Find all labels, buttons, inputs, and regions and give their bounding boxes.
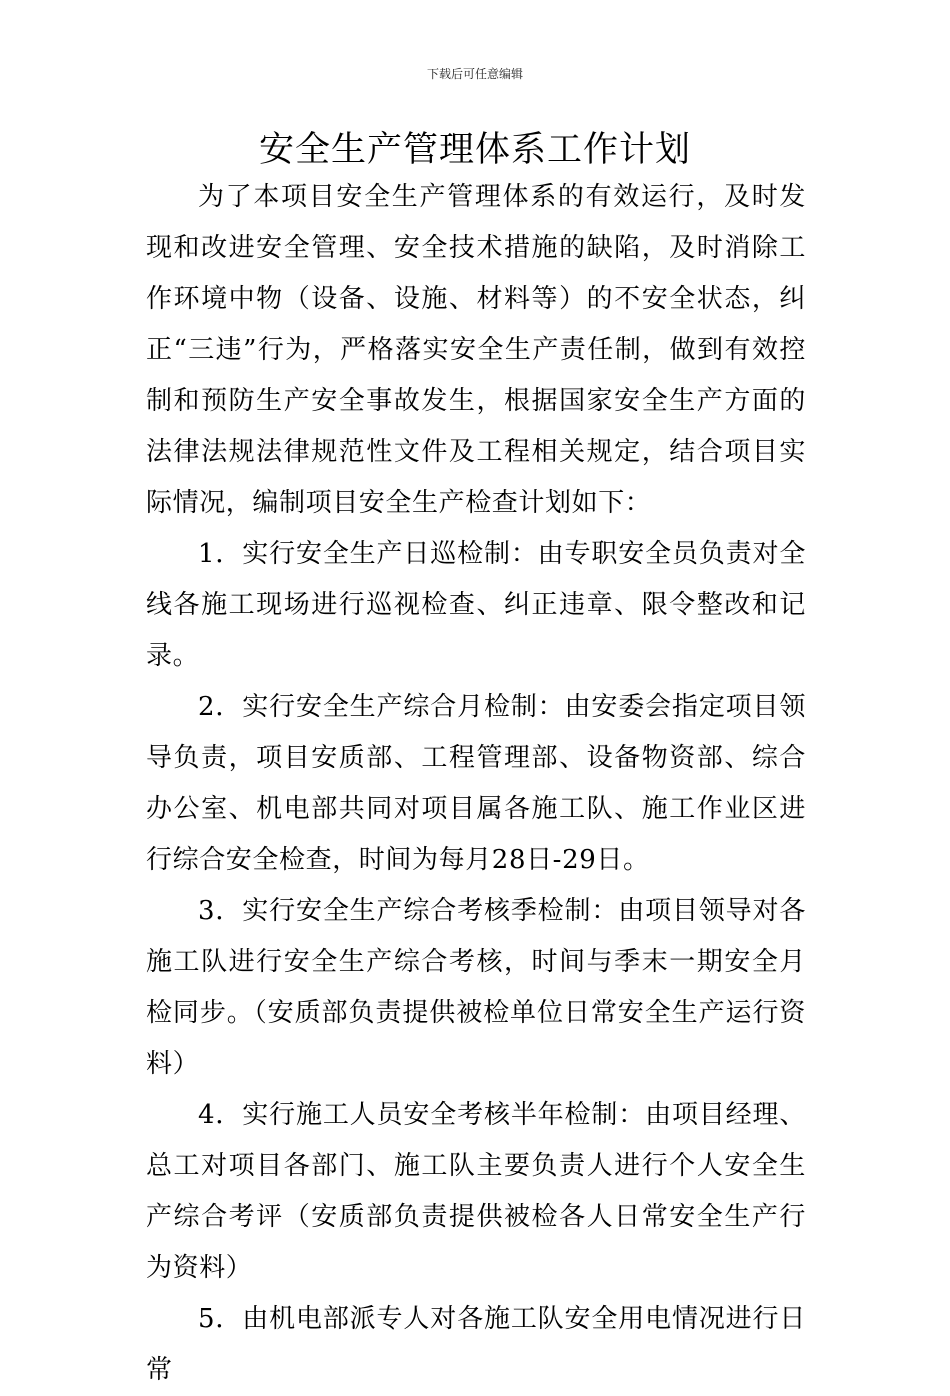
item-4-paragraph: 4．实行施工人员安全考核半年检制：由项目经理、总工对项目各部门、施工队主要负责人进行个人安全生产综合考评（安质部负责提供被检各人日常安全生产行为资料） xyxy=(146,1100,806,1283)
item-5-paragraph: 5．由机电部派专人对各施工队安全用电情况进行日常 xyxy=(146,1304,806,1385)
intro-paragraph: 为了本项目安全生产管理体系的有效运行，及时发现和改进安全管理、安全技术措施的缺陷，及时消除工作环境中物（设备、设施、材料等）的不安全状态，纠正“三违”行为，严格落实安全生产责任制，做到有效控制和预防生产安全事故发生，根据国家安全生产方面的法律法规法律规范性文件及工程相关规定，结合项目实际情况，编制项目安全生产检查计划如下： xyxy=(146,182,806,518)
document-title: 安全生产管理体系工作计划 xyxy=(258,130,691,170)
item-2-paragraph: 2．实行安全生产综合月检制：由安委会指定项目领导负责，项目安质部、工程管理部、设备物资部、综合办公室、机电部共同对项目属各施工队、施工作业区进行综合安全检查，时间为每月28日-29日。 xyxy=(146,692,806,875)
header-note: 下载后可任意编辑 xyxy=(426,67,523,81)
item-1-paragraph: 1．实行安全生产日巡检制：由专职安全员负责对全线各施工现场进行巡视检查、纠正违章、限令整改和记录。 xyxy=(146,539,806,671)
item-3-paragraph: 3．实行安全生产综合考核季检制：由项目领导对各施工队进行安全生产综合考核，时间与季末一期安全月检同步。（安质部负责提供被检单位日常安全生产运行资料） xyxy=(146,896,806,1079)
document-body xyxy=(146,172,806,1396)
